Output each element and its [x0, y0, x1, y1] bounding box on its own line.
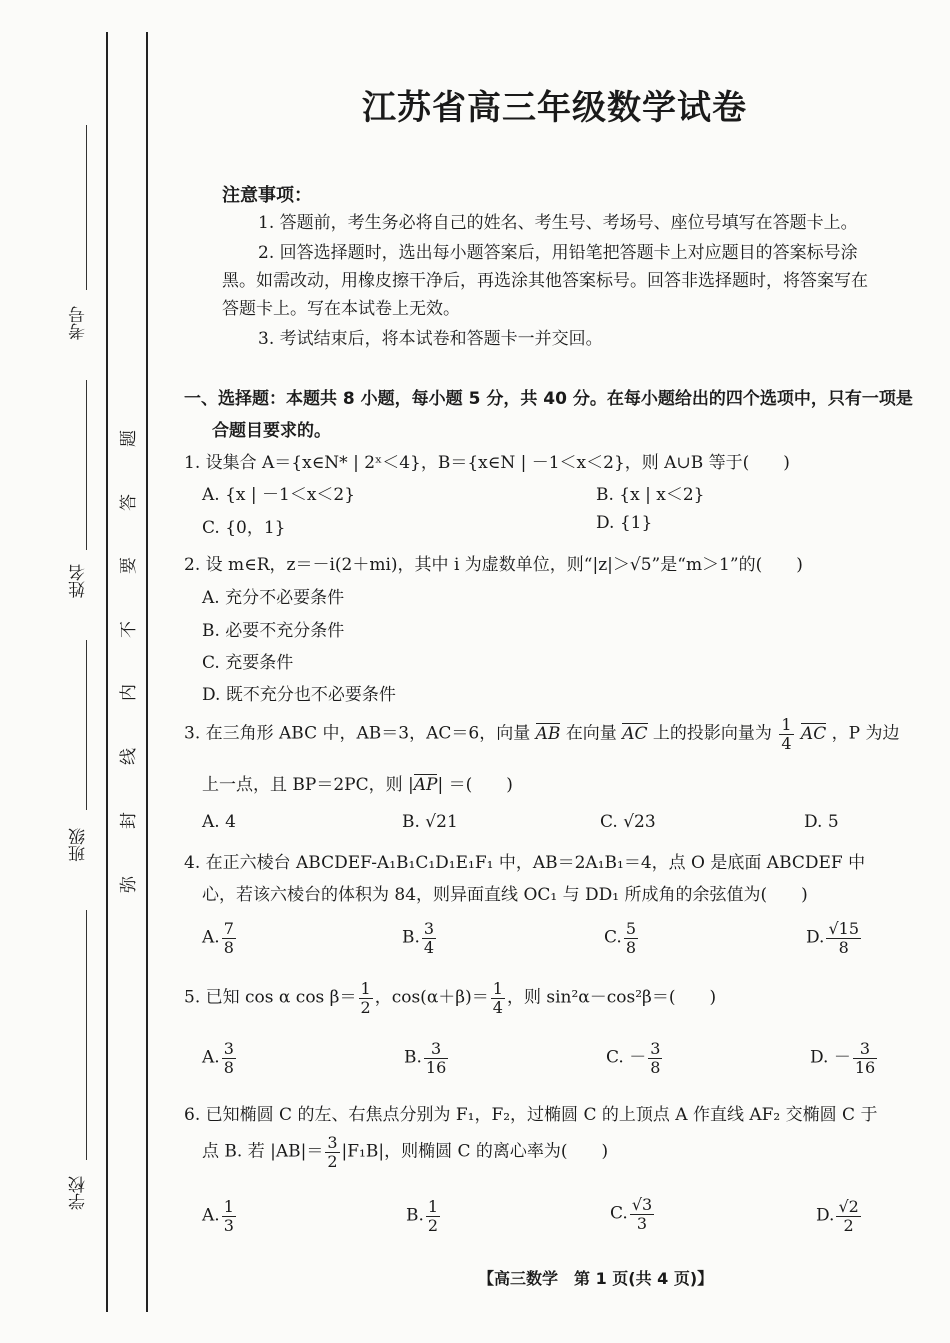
q3-vec-ac2: AC — [800, 723, 827, 744]
q6-f-num: 3 — [327, 1133, 338, 1152]
q6-f-den: 2 — [327, 1151, 338, 1171]
section1-line1: 一、选择题：本题共 8 小题，每小题 5 分，共 40 分。在每小题给出的四个选项中，只有一项是 — [184, 389, 913, 409]
q5-c-label: C. － — [606, 1047, 647, 1068]
q5-stem — [184, 980, 716, 1016]
q5-a-den: 8 — [223, 1057, 234, 1077]
q6-stem2 — [202, 1134, 608, 1170]
q3-stem-c: 上的投影向量为 — [652, 723, 772, 744]
school-line — [86, 910, 87, 1160]
q4-a-label: A. — [202, 927, 220, 948]
q5-b-den: 16 — [425, 1057, 447, 1077]
q1-stem: 1. 设集合 A＝{x∈N* | 2ˣ＜4}，B＝{x∈N | －1＜x＜2}，则 A∪B 等于( ) — [184, 453, 790, 473]
q6-b-frac — [426, 1198, 440, 1234]
q5-frac2 — [491, 980, 505, 1016]
q6-stem2-b: |F₁B|，则椭圆 C 的离心率为( ) — [341, 1141, 609, 1162]
notice-item-2a: 2. 回答选择题时，选出每小题答案后，用铅笔把答题卡上对应题目的答案标号涂 — [258, 243, 858, 263]
q4-option-b — [402, 920, 438, 956]
q5-f2-den: 4 — [492, 997, 503, 1017]
q5-stem-b: ，cos(α＋β)＝ — [374, 987, 489, 1008]
q6-c-den: 3 — [636, 1213, 648, 1233]
q3-vec-ac: AC — [622, 723, 648, 744]
q6-b-label: B. — [406, 1205, 424, 1226]
binding-line-left — [106, 32, 108, 1312]
q4-c-frac — [624, 920, 638, 956]
q3-option-d: D. 5 — [804, 812, 839, 832]
q3-frac-num: 1 — [781, 715, 792, 734]
q6-d-label: D. — [816, 1205, 835, 1226]
q6-a-num: 1 — [223, 1197, 234, 1216]
q6-c-num: √3 — [631, 1195, 653, 1214]
q5-a-frac — [222, 1040, 236, 1076]
notice-item-2c: 答题卡上。写在本试卷上无效。 — [222, 299, 460, 319]
q3-option-b: B. √21 — [402, 812, 458, 832]
q1-option-a: A. {x | －1＜x＜2} — [202, 485, 356, 505]
q5-f1-den: 2 — [360, 997, 371, 1017]
name-line — [86, 380, 87, 550]
q6-option-d — [816, 1198, 863, 1234]
seal-char-8: 弥 — [119, 876, 139, 893]
q4-c-den: 8 — [625, 937, 636, 957]
q3-stem2-a: 上一点，且 BP＝2PC，则 — [202, 775, 403, 795]
q5-b-label: B. — [404, 1047, 422, 1068]
q6-d-num: √2 — [838, 1197, 859, 1216]
q4-a-frac — [222, 920, 236, 956]
q6-d-den: 2 — [843, 1215, 854, 1235]
seal-char-2: 答 — [119, 494, 139, 511]
q4-b-label: B. — [402, 927, 420, 948]
q4-b-den: 4 — [423, 937, 435, 957]
q6-frac — [325, 1134, 339, 1170]
q2-option-c: C. 充要条件 — [202, 653, 294, 673]
exam-no-line — [86, 125, 87, 290]
seal-char-1: 题 — [119, 430, 139, 447]
q1-option-b: B. {x | x＜2} — [596, 485, 705, 505]
q3-vec-ap: AP — [413, 775, 438, 795]
q4-b-num: 3 — [423, 919, 435, 938]
q3-option-c: C. √23 — [600, 812, 656, 832]
name-label: 姓名 — [69, 564, 89, 598]
q4-d-frac — [826, 920, 861, 956]
seal-char-4: 不 — [119, 621, 139, 638]
q3-frac-den: 4 — [781, 733, 792, 753]
q3-stem-d: ，P 为边 — [831, 723, 900, 744]
notice-item-2b: 黑。如需改动，用橡皮擦干净后，再选涂其他答案标号。回答非选择题时，将答案写在 — [222, 271, 868, 291]
q2-option-d: D. 既不充分也不必要条件 — [202, 685, 396, 705]
q6-a-den: 3 — [223, 1215, 234, 1235]
notice-item-1: 1. 答题前，考生务必将自己的姓名、考生号、考场号、座位号填写在答题卡上。 — [258, 213, 858, 233]
q6-stem2-a: 点 B. 若 |AB|＝ — [202, 1141, 324, 1162]
q4-option-d — [806, 920, 863, 956]
q4-c-num: 5 — [625, 919, 636, 938]
q3-stem2-b: ＝( ) — [448, 775, 513, 795]
q3-fraction — [779, 716, 793, 752]
seal-char-5: 内 — [119, 684, 139, 701]
q5-d-num: 3 — [853, 1040, 877, 1059]
q2-stem: 2. 设 m∈R，z＝－i(2＋mi)，其中 i 为虚数单位，则“|z|＞√5”是“m＞1”的( ) — [184, 555, 803, 575]
q5-a-label: A. — [202, 1047, 220, 1068]
seal-char-6: 线 — [119, 748, 139, 765]
school-label: 学校 — [69, 1176, 89, 1210]
q5-a-num: 3 — [223, 1039, 234, 1058]
q5-b-frac — [424, 1040, 448, 1076]
q6-c-label: C. — [610, 1203, 628, 1224]
q5-stem-a: 5. 已知 cos α cos β＝ — [184, 987, 357, 1008]
q6-a-frac — [222, 1198, 236, 1234]
q4-stem: 4. 在正六棱台 ABCDEF-A₁B₁C₁D₁E₁F₁ 中，AB＝2A₁B₁＝4，点 O 是底面 ABCDEF 中 — [184, 853, 866, 873]
q6-b-num: 1 — [427, 1197, 439, 1216]
q2-option-b: B. 必要不充分条件 — [202, 621, 345, 641]
q5-d-den: 16 — [854, 1057, 876, 1077]
notice-item-3: 3. 考试结束后，将本试卷和答题卡一并交回。 — [258, 329, 603, 349]
q5-d-frac — [853, 1040, 877, 1076]
q5-c-den: 8 — [650, 1057, 661, 1077]
page-footer: 【高三数学 第 1 页(共 4 页)】 — [478, 1269, 714, 1288]
notice-heading: 注意事项： — [222, 185, 312, 206]
q3-stem — [184, 716, 899, 752]
seal-char-3: 要 — [119, 557, 139, 574]
q4-option-c — [604, 920, 640, 956]
q6-option-c — [610, 1196, 656, 1232]
q4-d-num: √15 — [828, 919, 859, 938]
q5-b-num: 3 — [424, 1040, 448, 1059]
q4-stem2: 心，若该六棱台的体积为 84，则异面直线 OC₁ 与 DD₁ 所成角的余弦值为( ) — [202, 885, 808, 905]
q5-d-label: D. － — [810, 1047, 851, 1068]
seal-char-7: 封 — [119, 812, 139, 829]
exam-no-label: 考号 — [69, 306, 89, 340]
q6-option-a — [202, 1198, 238, 1234]
q2-option-a: A. 充分不必要条件 — [202, 588, 345, 608]
q4-b-frac — [422, 920, 436, 956]
q4-option-a — [202, 920, 238, 956]
q1-option-d: D. {1} — [596, 513, 653, 533]
page-title: 江苏省高三年级数学试卷 — [362, 88, 747, 128]
q3-vec-ab: AB — [535, 723, 561, 744]
q5-c-frac — [648, 1040, 662, 1076]
q3-stem-b: 在向量 — [565, 723, 617, 744]
q6-d-frac — [836, 1198, 860, 1234]
q4-a-num: 7 — [223, 919, 234, 938]
section1-line2: 合题目要求的。 — [212, 421, 331, 441]
q6-b-den: 2 — [427, 1215, 439, 1235]
class-label: 班级 — [69, 828, 89, 862]
q5-option-a — [202, 1040, 238, 1076]
q4-c-label: C. — [604, 927, 622, 948]
q5-stem-c: ，则 sin²α－cos²β＝( ) — [506, 987, 717, 1008]
q3-option-a: A. 4 — [202, 812, 236, 832]
q3-stem2: 上一点，且 BP＝2PC，则 |AP| ＝( ) — [202, 775, 513, 795]
q5-f1-num: 1 — [360, 979, 371, 998]
q5-option-b — [404, 1040, 450, 1076]
q6-a-label: A. — [202, 1205, 220, 1226]
q6-c-frac — [630, 1196, 654, 1232]
q5-option-c — [606, 1040, 664, 1076]
q6-stem: 6. 已知椭圆 C 的左、右焦点分别为 F₁，F₂，过椭圆 C 的上顶点 A 作直线 AF₂ 交椭圆 C 于 — [184, 1105, 878, 1125]
q6-option-b — [406, 1198, 442, 1234]
class-line — [86, 640, 87, 810]
q5-f2-num: 1 — [492, 979, 503, 998]
q5-option-d — [810, 1040, 879, 1076]
q4-a-den: 8 — [223, 937, 234, 957]
binding-line-right — [146, 32, 148, 1312]
q1-option-c: C. {0，1} — [202, 518, 286, 538]
q3-stem-a: 3. 在三角形 ABC 中，AB＝3，AC＝6，向量 — [184, 723, 531, 744]
q5-frac1 — [359, 980, 373, 1016]
q5-c-num: 3 — [650, 1039, 661, 1058]
q4-d-den: 8 — [838, 937, 849, 957]
q4-d-label: D. — [806, 927, 825, 948]
